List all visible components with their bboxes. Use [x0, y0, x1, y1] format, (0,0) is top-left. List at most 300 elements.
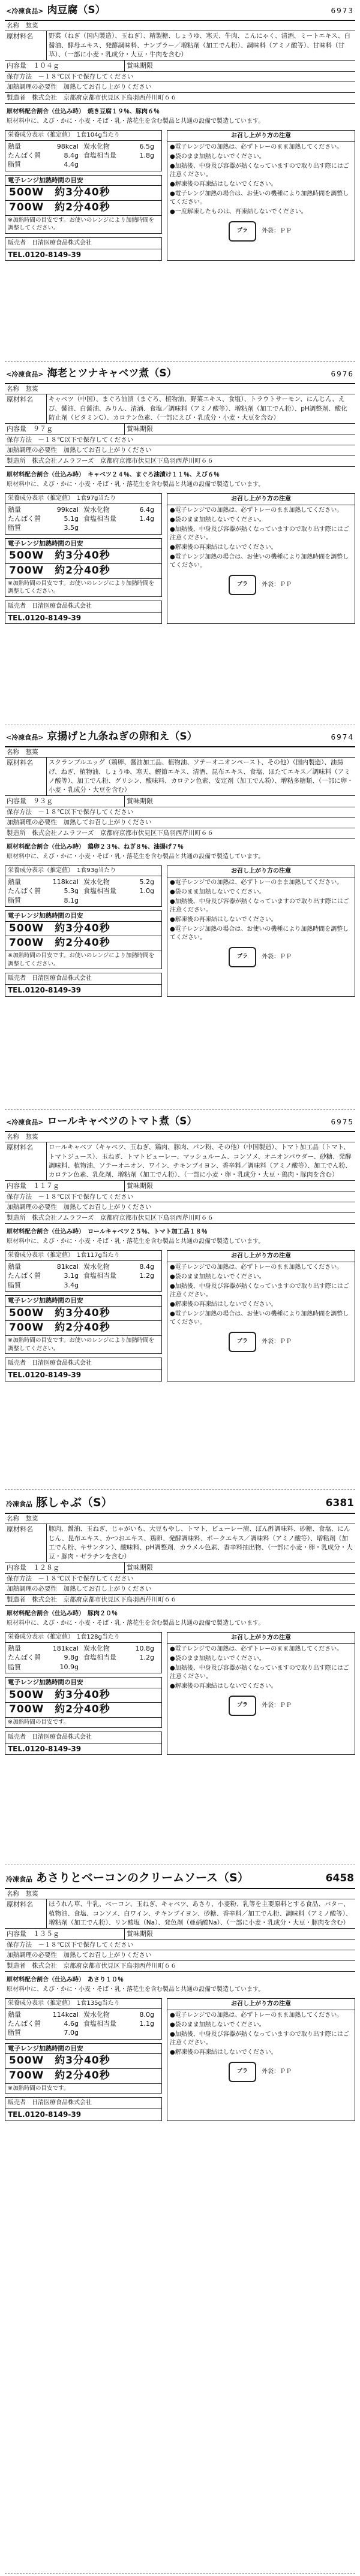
- nutrient-value: 5.2g: [139, 877, 154, 886]
- nutrient-value: 1.0g: [139, 887, 154, 895]
- caution-item: ●解凍後の再凍結はしないでください。: [170, 544, 277, 551]
- nutrient-value: 5.3g: [64, 887, 79, 895]
- nutrition-cell: [83, 1271, 159, 1280]
- nutrition-table: [5, 1643, 161, 1673]
- recycle-mark: [167, 1332, 355, 1352]
- microwave-time-700w: 700W 約2分40秒: [5, 2069, 161, 2084]
- nutrition-box: [5, 130, 162, 171]
- nutrition-title: 栄養成分表示（推定値） 1食97g当たり: [5, 494, 161, 504]
- seller-text: 販売者 日清医療食品株式会社: [5, 973, 162, 985]
- microwave-note: ※加熱時間の目安です。: [8, 2085, 70, 2092]
- nutrient-value: 4.6g: [64, 2019, 79, 2028]
- caution-item: ●電子レンジでの加熱は、必ずトレーのまま加熱してください。: [170, 1645, 343, 1652]
- phone-number: TEL.0120-8149-39: [5, 1370, 162, 1381]
- raw-materials-key: 原材料名: [5, 1142, 47, 1180]
- nutrient-value: 7.0g: [64, 2029, 79, 2037]
- recycle-pla-icon: プラ: [229, 2062, 256, 2082]
- nutrition-row: [8, 2028, 159, 2037]
- microwave-time-500w: 500W 約3分40秒: [5, 2054, 161, 2069]
- nutrition-cell: [8, 886, 83, 895]
- quantity-row: [5, 1929, 355, 1939]
- nutrition-row: [8, 1644, 159, 1653]
- microwave-box: [5, 538, 162, 597]
- nutrition-cell: [8, 2019, 83, 2028]
- quantity-text: 内容量 ９７ｇ: [5, 424, 125, 434]
- nutrition-title: 栄養成分表示（推定値） 1食104g当たり: [5, 131, 161, 141]
- outer-bag-text: 外袋：ＰＰ: [262, 1338, 292, 1345]
- caution-title: お召し上がり方の注意: [167, 494, 355, 505]
- outer-bag-text: 外袋：ＰＰ: [262, 953, 292, 960]
- info-grid: [5, 1250, 355, 1381]
- caution-item: ●一度解凍したものは、再凍結しないでください。: [170, 208, 307, 215]
- microwave-time-500w: 500W 約3分40秒: [5, 186, 161, 201]
- recycle-pla-icon: プラ: [229, 1332, 256, 1352]
- nutrient-name: 脂質: [8, 1281, 21, 1289]
- phone-number: TEL.0120-8149-39: [5, 613, 162, 625]
- ingredient-ratio: 原材料配合割合（仕込み時） ロールキャベツ２５％、トマト加工品１８％: [7, 1228, 208, 1235]
- allergen-note: 原材料中に、えび・かに・小麦・そば・乳・落花生を含む製品と共通の設備で製造しています。: [7, 1619, 265, 1627]
- raw-materials-text: 豚肉、醤油、玉ねぎ、じゃがいも、大豆もやし、トマト、ピューレー漬、ぽん酢調味料、砂糖、食塩、にんじん、昆布エキス、かつおエキス、鶏卵、発酵調味料、ポークエキス／調味料（アミノ酸等）、増粘剤（加工でん粉、キサンタン）、酸味料、pH調整剤、カラメル色素、香辛料抽出物、（一部に小麦・卵・乳成分・大豆・豚肉・ゼラチンを含む）: [49, 1525, 353, 1561]
- nutrition-table: [5, 2009, 161, 2039]
- quantity-text: 内容量 １１７ｇ: [5, 1181, 125, 1191]
- nutrient-name: 食塩相当量: [83, 514, 116, 523]
- caution-item: ●電子レンジでの加熱は、必ずトレーのまま加熱してください。: [170, 1263, 343, 1271]
- product-label: [5, 2, 355, 362]
- nutrient-name: 脂質: [8, 524, 21, 532]
- microwave-time-700w: 700W 約2分40秒: [5, 936, 161, 951]
- microwave-time-700w: 700W 約2分40秒: [5, 201, 161, 216]
- phone-number: TEL.0120-8149-39: [5, 249, 162, 261]
- nutrition-cell: [83, 142, 159, 151]
- nutrition-row: [8, 514, 159, 523]
- nutrient-value: 98kcal: [56, 142, 79, 150]
- caution-list: [167, 2010, 355, 2059]
- raw-materials-row: [5, 758, 355, 796]
- product-label: [5, 1869, 355, 2574]
- nutrition-cell: [8, 142, 83, 151]
- expiry-text: 賞味期限: [127, 797, 153, 806]
- expiry-text: 賞味期限: [127, 1564, 153, 1572]
- caution-item: ●電子レンジ加熱の場合は、お使いの機種により加熱時間を調整してください。: [170, 190, 349, 206]
- phone-number: TEL.0120-8149-39: [5, 2109, 162, 2121]
- nutrition-row: [8, 2010, 159, 2019]
- nutrient-name: 炭水化物: [83, 505, 110, 514]
- quantity-row: [5, 1181, 355, 1192]
- quantity-row: [5, 1563, 355, 1573]
- caution-box: [167, 1250, 355, 1381]
- raw-materials-text: キャベツ（中国）、まぐろ油漬（まぐろ、植物油、野菜エキス、食塩）、トラウトサーモン、にんじん、えび、醤油、白醤油、みりん、清酒、食塩／調味料（アミノ酸等）、増粘剤（加工でん粉）、pH調整剤、酸化防止剤（ビタミンC）、カロテン色素、（一部にえび・乳成分・小麦・大豆を含む）: [49, 396, 347, 421]
- nutrient-value: 99kcal: [56, 505, 79, 514]
- expiry-text: 賞味期限: [127, 425, 153, 433]
- allergen-note: 原材料中に、えび・かに・小麦・そば・乳・落花生を含む製品と共通の設備で製造しています。: [7, 1986, 265, 1993]
- raw-materials-text: 野菜（ねぎ（国内製造）、玉ねぎ）、精製糖、しょうゆ、寒天、牛肉、こんにゃく、清酒、ミートエキス、白醤油、酵母エキス、発酵調味料、ナンプラー／増粘剤（加工でん粉）、調味料（アミノ酸等）、甘味料（甘草）、（一部に小麦・乳成分・大豆・牛肉を含む）: [49, 32, 350, 58]
- nutrient-name: たんぱく質: [8, 1272, 41, 1280]
- caution-list: [167, 505, 355, 572]
- outer-bag-text: 外袋：ＰＰ: [262, 2068, 292, 2075]
- nutrient-value: 6.5g: [139, 142, 154, 150]
- raw-materials-key: 原材料名: [5, 1899, 47, 1928]
- caution-item: ●袋のまま加熱しないでください。: [170, 1655, 265, 1662]
- nutrient-name: 食塩相当量: [83, 151, 116, 159]
- nutrient-value: 1.2g: [139, 1654, 154, 1662]
- caution-item: ●袋のまま加熱しないでください。: [170, 2021, 265, 2028]
- quantity-row: [5, 796, 355, 807]
- microwave-title: 電子レンジ加熱時間の目安: [5, 2044, 161, 2055]
- microwave-box: [5, 1677, 162, 1728]
- nutrient-name: 脂質: [8, 1663, 21, 1671]
- outer-bag-text: 外袋：ＰＰ: [262, 227, 292, 234]
- nutrition-row: [8, 160, 159, 169]
- quantity-row: [5, 61, 355, 71]
- left-column: [5, 130, 162, 261]
- caution-item: ●加熱後、中身及び容器が熱くなっていますので取り出す際にはご注意ください。: [170, 1664, 349, 1680]
- recycle-mark: [167, 1696, 355, 1716]
- product-code: 6381: [325, 1497, 354, 1509]
- product-name: 豚しゃぶ（S）: [36, 1496, 113, 1509]
- nutrient-name: 食塩相当量: [83, 1272, 116, 1280]
- nutrient-name: 熱量: [8, 2010, 21, 2019]
- recycle-pla-icon: プラ: [229, 575, 256, 595]
- caution-item: ●電子レンジ加熱の場合は、お使いの機種により加熱時間を調整してください。: [170, 553, 349, 569]
- nutrition-row: [8, 886, 159, 895]
- caution-item: ●加熱後、中身及び容器が熱くなっていますので取り出す際にはご注意ください。: [170, 2031, 349, 2046]
- nutrition-box: [5, 865, 162, 907]
- left-column: [5, 1632, 162, 1755]
- caution-item: ●加熱後、中身及び容器が熱くなっていますので取り出す際にはご注意ください。: [170, 1283, 349, 1298]
- product-name: ロールキャベツのトマト煮（S）: [47, 1115, 197, 1127]
- nutrition-title: 栄養成分表示（推定値） 1食128g当たり: [5, 1633, 161, 1643]
- ingredient-ratio: 原材料配合割合（仕込み時） キャベツ２４％、まぐろ油漬け１１％、えび６％: [7, 471, 220, 478]
- raw-materials-text: ほうれん草、牛乳、ベーコン、玉ねぎ、キャベツ、あさり、小麦粉、乳等を主要原料とする食品、バター、植物油、食塩、コンソメ、白ワイン、チキンブイヨン、砂糖、香辛料／加工でん粉、調味料（アミノ酸等）、増粘剤（加工でん粉）、リン酸塩（Na）、発色剤（亜硝酸Na）、（一部に小麦・乳成分・大豆・豚肉を含む）: [49, 1901, 352, 1926]
- expiry-text: 賞味期限: [127, 1930, 153, 1938]
- manufacturer-text: 製造所 株式会社ノムラフーズ 京都府京都市伏見区下鳥羽西芹川町６６: [5, 828, 355, 839]
- heating-text: 加熱調理の必要性 加熱してお召し上がりください: [5, 1202, 355, 1213]
- nutrition-cell: [8, 1653, 83, 1662]
- nutrient-value: 5.1g: [64, 514, 79, 523]
- raw-materials-row: [5, 1899, 355, 1929]
- nutrient-name: 脂質: [8, 896, 21, 904]
- raw-materials-text: ロールキャベツ（キャベツ、玉ねぎ、鶏肉、豚肉、パン粉、その他）（中国製造）、トマト加工品（トマト、トマトジュース）、玉ねぎ、トマトピューレー、マッシュルーム、コンソメ、オニオンパウダー、砂糖、発酵調味料、植物油、ソテーオニオン、ワイン、チキンブイヨン、香辛料／調味料（アミノ酸等）、加工でん粉、カロテン色素、乳化剤、増粘剤（加工でん粉）、（一部に小麦・卵・乳成分・大豆・鶏肉・豚肉を含む）: [49, 1144, 352, 1179]
- caution-item: ●解凍後の再凍結はしないでください。: [170, 2049, 277, 2056]
- nutrient-name: 炭水化物: [83, 877, 110, 886]
- nutrition-cell: [8, 151, 83, 160]
- name-field: 名称 惣菜: [5, 747, 355, 758]
- seller-text: 販売者 日清医療食品株式会社: [5, 2097, 162, 2109]
- info-grid: [5, 1632, 355, 1755]
- storage-text: 保存方法 －１８℃以下で保存してください: [5, 435, 355, 446]
- storage-text: 保存方法 －１８℃以下で保存してください: [5, 1192, 355, 1203]
- nutrition-title: 栄養成分表示（推定値） 1食93g当たり: [5, 866, 161, 876]
- microwave-title: 電子レンジ加熱時間の目安: [5, 1678, 161, 1688]
- nutrition-cell: [83, 505, 159, 514]
- left-column: [5, 865, 162, 997]
- nutrient-name: たんぱく質: [8, 2019, 41, 2028]
- caution-item: ●袋のまま加熱しないでください。: [170, 888, 265, 895]
- caution-item: ●解凍後の再凍結はしないでください。: [170, 180, 277, 188]
- nutrition-title: 栄養成分表示（推定値） 1食135g当たり: [5, 1999, 161, 2009]
- caution-item: ●解凍後の再凍結はしないでください。: [170, 1301, 277, 1308]
- nutrition-row: [8, 142, 159, 151]
- category-tag: <冷凍食品>: [6, 7, 44, 15]
- info-grid: [5, 865, 355, 997]
- caution-box: [167, 493, 355, 625]
- nutrition-cell: [83, 886, 159, 895]
- left-column: [5, 1250, 162, 1381]
- nutrient-value: 9.8g: [64, 1654, 79, 1662]
- nutrition-row: [8, 2019, 159, 2028]
- manufacturer-text: 製造者 株式会社 京都府京都市伏見区下鳥羽西芹川町６６: [5, 1961, 355, 1972]
- raw-materials-key: 原材料名: [5, 31, 47, 60]
- raw-materials-row: [5, 1142, 355, 1181]
- quantity-text: 内容量 １３５ｇ: [5, 1929, 125, 1939]
- nutrition-title: 栄養成分表示（推定値） 1食117g当たり: [5, 1251, 161, 1261]
- caution-title: お召し上がり方の注意: [167, 1251, 355, 1262]
- info-grid: [5, 493, 355, 625]
- nutrient-name: 脂質: [8, 2029, 21, 2037]
- microwave-time-700w: 700W 約2分40秒: [5, 1703, 161, 1718]
- name-field: 名称 惣菜: [5, 384, 355, 395]
- name-field: 名称 惣菜: [5, 1889, 355, 1900]
- nutrition-cell: [83, 523, 159, 532]
- caution-item: ●電子レンジでの加熱は、必ずトレーのまま加熱してください。: [170, 879, 343, 886]
- recycle-mark: [167, 2062, 355, 2082]
- nutrition-cell: [8, 514, 83, 523]
- nutrition-cell: [83, 160, 159, 169]
- nutrition-cell: [8, 1663, 83, 1672]
- nutrition-table: [5, 876, 161, 906]
- nutrition-cell: [8, 2028, 83, 2037]
- product-code: 6458: [325, 1872, 354, 1884]
- microwave-note: ※加熱時間の目安です。お使いのレンジにより加熱時間を調整してください。: [8, 217, 155, 232]
- caution-item: ●解凍後の再凍結はしないでください。: [170, 1682, 277, 1690]
- nutrient-value: 118kcal: [52, 877, 79, 886]
- name-field: 名称 惣菜: [5, 1132, 355, 1143]
- microwave-time-500w: 500W 約3分40秒: [5, 1688, 161, 1703]
- nutrient-name: 炭水化物: [83, 1644, 110, 1652]
- caution-box: [167, 1632, 355, 1755]
- nutrition-box: [5, 1250, 162, 1292]
- nutrition-cell: [8, 1271, 83, 1280]
- category-tag: <冷凍食品>: [6, 370, 44, 378]
- nutrient-name: 熱量: [8, 142, 21, 150]
- left-column: [5, 1998, 162, 2122]
- nutrient-value: 1.2g: [139, 1272, 154, 1280]
- microwave-title: 電子レンジ加熱時間の目安: [5, 176, 161, 186]
- nutrient-name: たんぱく質: [8, 887, 41, 895]
- caution-item: ●加熱後、中身及び容器が熱くなっていますので取り出す際にはご注意ください。: [170, 526, 349, 541]
- nutrient-value: 8.0g: [139, 2010, 154, 2019]
- ingredient-ratio: 原材料配合割合（仕込み時） 焼き豆腐１９％、豚肉６％: [7, 108, 160, 115]
- nutrition-cell: [8, 1281, 83, 1290]
- caution-item: ●電子レンジでの加熱は、必ずトレーのまま加熱してください。: [170, 143, 343, 150]
- heating-text: 加熱調理の必要性 加熱してお召し上がりください: [5, 1950, 355, 1961]
- microwave-note: ※加熱時間の目安です。お使いのレンジにより加熱時間を調整してください。: [8, 580, 155, 595]
- microwave-time-500w: 500W 約3分40秒: [5, 1307, 161, 1322]
- raw-materials-key: 原材料名: [5, 394, 47, 423]
- product-code: 6974: [331, 733, 354, 741]
- heating-text: 加熱調理の必要性 加熱してお召し上がりください: [5, 1584, 355, 1595]
- label-header: [5, 1494, 355, 1514]
- nutrient-value: 8.4g: [139, 1262, 154, 1271]
- caution-title: お召し上がり方の注意: [167, 1999, 355, 2010]
- outer-bag-text: 外袋：ＰＰ: [262, 1702, 292, 1709]
- nutrient-value: 114kcal: [52, 2010, 79, 2019]
- nutrition-row: [8, 151, 159, 160]
- product-code: 6975: [331, 1118, 354, 1126]
- raw-materials-key: 原材料名: [5, 758, 47, 795]
- product-label: [5, 1494, 355, 1865]
- product-name: 海老とツナキャベツ煮（S）: [47, 367, 177, 379]
- storage-text: 保存方法 －１８℃以下で保存してください: [5, 1940, 355, 1951]
- nutrient-name: 炭水化物: [83, 2010, 110, 2019]
- nutrition-table: [5, 1261, 161, 1291]
- nutrient-name: 食塩相当量: [83, 887, 116, 895]
- category-tag: <冷凍食品>: [6, 734, 44, 741]
- heating-text: 加熱調理の必要性 加熱してお召し上がりください: [5, 445, 355, 456]
- manufacturer-text: 製造所 株式会社ノムラフーズ 京都府京都市伏見区下鳥羽西芹川町６６: [5, 456, 355, 467]
- nutrition-row: [8, 1653, 159, 1662]
- nutrition-row: [8, 523, 159, 532]
- nutrition-cell: [8, 2010, 83, 2019]
- nutrition-cell: [83, 2028, 159, 2037]
- recycle-pla-icon: プラ: [229, 947, 256, 967]
- allergen-note: 原材料中に、えび・かに・小麦・そば・乳・落花生を含む製品と共通の設備で製造しています。: [7, 117, 265, 125]
- label-header: [5, 1869, 355, 1889]
- microwave-box: [5, 1295, 162, 1354]
- microwave-time-500w: 500W 約3分40秒: [5, 549, 161, 564]
- nutrition-row: [8, 896, 159, 905]
- microwave-box: [5, 175, 162, 234]
- recycle-mark: [167, 575, 355, 595]
- recycle-pla-icon: プラ: [229, 221, 256, 242]
- nutrition-cell: [83, 877, 159, 886]
- nutrient-name: 炭水化物: [83, 142, 110, 150]
- product-name: あさりとベーコンのクリームソース（S）: [36, 1871, 249, 1884]
- microwave-time-700w: 700W 約2分40秒: [5, 1321, 161, 1336]
- microwave-note: ※加熱時間の目安です。お使いのレンジにより加熱時間を調整してください。: [8, 952, 155, 967]
- allergen-note: 原材料中に、えび・かに・小麦・そば・乳・落花生を含む製品と共通の設備で製造しています。: [7, 853, 265, 860]
- label-header: [5, 2, 355, 21]
- caution-item: ●袋のまま加熱しないでください。: [170, 516, 265, 523]
- nutrition-cell: [8, 523, 83, 532]
- nutrition-cell: [83, 1653, 159, 1662]
- nutrition-cell: [83, 1644, 159, 1653]
- nutrition-cell: [8, 1644, 83, 1653]
- caution-list: [167, 142, 355, 219]
- nutrient-value: 1.4g: [139, 514, 154, 523]
- product-label: [5, 729, 355, 1110]
- label-header: [5, 729, 355, 747]
- allergen-note: 原材料中に、えび・かに・小麦・そば・乳・落花生を含む製品と共通の設備で製造しています。: [7, 481, 265, 488]
- expiry-text: 賞味期限: [127, 62, 153, 70]
- seller-text: 販売者 日清医療食品株式会社: [5, 1358, 162, 1370]
- ingredient-ratio: 原材料配合割合（仕込み時） 鶏卵２３％、ねぎ８％、油揚げ７％: [7, 843, 184, 850]
- heating-text: 加熱調理の必要性 加熱してお召し上がりください: [5, 82, 355, 93]
- product-code: 6976: [331, 370, 354, 378]
- phone-number: TEL.0120-8149-39: [5, 985, 162, 997]
- nutrition-cell: [8, 877, 83, 886]
- nutrient-name: たんぱく質: [8, 1654, 41, 1662]
- caution-item: ●袋のまま加熱しないでください。: [170, 153, 265, 160]
- name-field: 名称 惣菜: [5, 1514, 355, 1525]
- microwave-box: [5, 2043, 162, 2094]
- quantity-row: [5, 424, 355, 435]
- seller-text: 販売者 日清医療食品株式会社: [5, 1732, 162, 1744]
- microwave-time-700w: 700W 約2分40秒: [5, 564, 161, 579]
- microwave-note: ※加熱時間の目安です。: [8, 1719, 70, 1726]
- microwave-title: 電子レンジ加熱時間の目安: [5, 1296, 161, 1307]
- category-tag: <冷凍食品>: [6, 1118, 44, 1126]
- category-tag: 冷凍食品: [6, 1875, 32, 1883]
- nutrition-table: [5, 504, 161, 534]
- nutrient-name: 熱量: [8, 1644, 21, 1652]
- caution-item: ●解凍後の再凍結はしないでください。: [170, 916, 277, 923]
- caution-box: [167, 865, 355, 997]
- caution-item: ●電子レンジでの加熱は、必ずトレーのまま加熱してください。: [170, 2011, 343, 2019]
- nutrient-name: 食塩相当量: [83, 1654, 116, 1662]
- nutrition-row: [8, 1271, 159, 1280]
- caution-list: [167, 1262, 355, 1329]
- ingredient-ratio: 原材料配合割合（仕込み時） あさり１０％: [7, 1976, 124, 1983]
- nutrient-value: 1.1g: [139, 2019, 154, 2028]
- phone-number: TEL.0120-8149-39: [5, 1744, 162, 1755]
- name-field: 名称 惣菜: [5, 21, 355, 32]
- nutrient-name: 熱量: [8, 877, 21, 886]
- nutrition-table: [5, 141, 161, 171]
- nutrient-name: 炭水化物: [83, 1262, 110, 1271]
- caution-list: [167, 1644, 355, 1693]
- product-name: 肉豆腐（S）: [47, 4, 106, 16]
- raw-materials-row: [5, 1524, 355, 1563]
- microwave-note: ※加熱時間の目安です。お使いのレンジにより加熱時間を調整してください。: [8, 1337, 155, 1352]
- microwave-title: 電子レンジ加熱時間の目安: [5, 539, 161, 550]
- nutrient-value: 81kcal: [56, 1262, 79, 1271]
- nutrition-cell: [83, 896, 159, 905]
- product-code: 6973: [331, 7, 354, 15]
- nutrition-cell: [83, 2010, 159, 2019]
- caution-item: ●加熱後、中身及び容器が熱くなっていますので取り出す際にはご注意ください。: [170, 898, 349, 913]
- nutrition-cell: [83, 151, 159, 160]
- caution-title: お召し上がり方の注意: [167, 866, 355, 877]
- nutrient-value: 1.8g: [139, 151, 154, 159]
- category-tag: 冷凍食品: [6, 1500, 32, 1508]
- nutrient-value: 8.1g: [64, 896, 79, 904]
- caution-item: ●加熱後、中身及び容器が熱くなっていますので取り出す際にはご注意ください。: [170, 162, 349, 178]
- caution-box: [167, 1998, 355, 2122]
- allergen-note: 原材料中に、えび・かに・小麦・そば・乳・落花生を含む製品と共通の設備で製造しています。: [7, 1238, 265, 1245]
- caution-item: ●電子レンジでの加熱は、必ずトレーのまま加熱してください。: [170, 506, 343, 514]
- storage-text: 保存方法 －１８℃以下で保存してください: [5, 1574, 355, 1585]
- manufacturer-text: 製造者 株式会社 京都府京都市伏見区下鳥羽西芹川町６６: [5, 93, 355, 104]
- raw-materials-key: 原材料名: [5, 1524, 47, 1562]
- nutrition-cell: [83, 2019, 159, 2028]
- nutrient-value: 3.1g: [64, 1272, 79, 1280]
- ingredient-ratio: 原材料配合割合（仕込み時） 豚肉２０％: [7, 1610, 118, 1617]
- quantity-text: 内容量 １２８ｇ: [5, 1563, 125, 1573]
- recycle-mark: [167, 221, 355, 242]
- nutrition-row: [8, 1281, 159, 1290]
- nutrition-cell: [83, 1262, 159, 1271]
- nutrition-row: [8, 877, 159, 886]
- info-grid: [5, 130, 355, 261]
- microwave-box: [5, 910, 162, 969]
- seller-text: 販売者 日清医療食品株式会社: [5, 601, 162, 613]
- manufacturer-text: 製造所 株式会社ノムラフーズ 京都府京都市伏見区下鳥羽西芹川町６６: [5, 1213, 355, 1224]
- nutrient-value: 3.4g: [64, 1281, 79, 1289]
- raw-materials-row: [5, 394, 355, 424]
- nutrient-value: 8.4g: [64, 151, 79, 159]
- product-label: [5, 1114, 355, 1490]
